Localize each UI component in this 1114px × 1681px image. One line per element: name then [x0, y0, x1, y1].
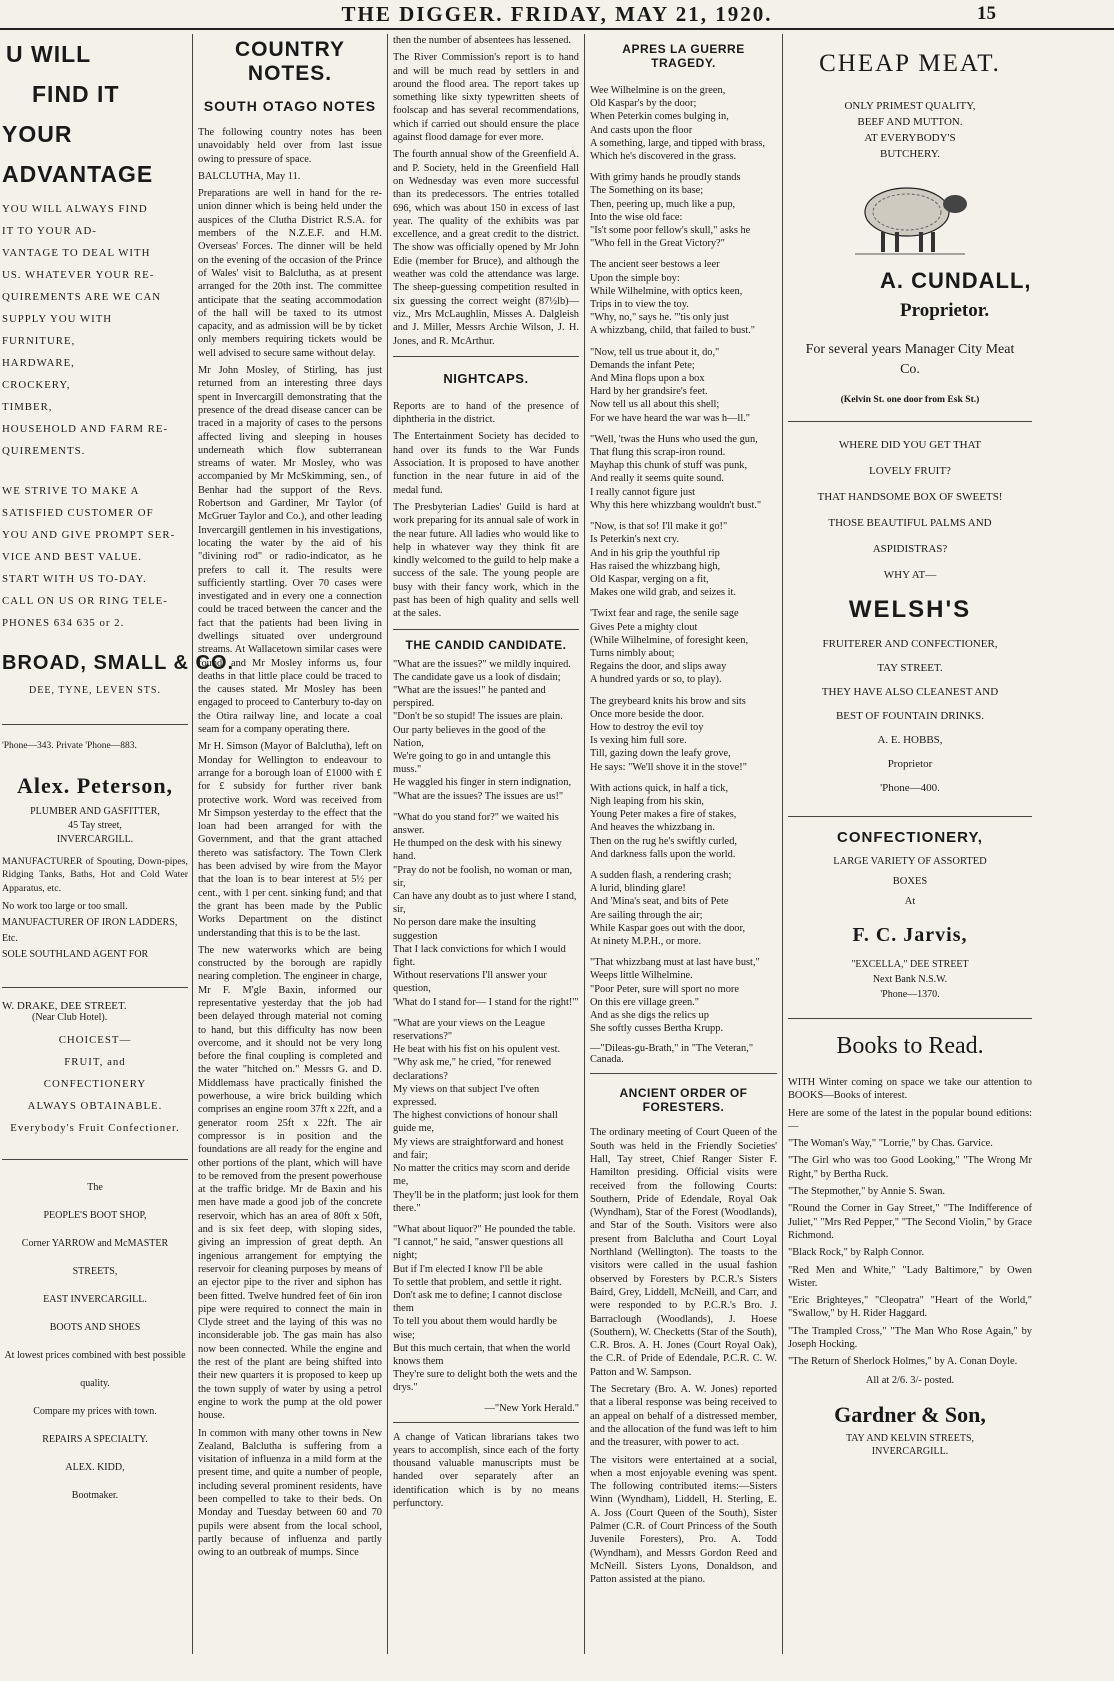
article-paragraph: Mr H. Simson (Mayor of Balclutha), left on Monday for Wellington to endeavour to arrange for a borough loan of £1000 with £ for £ subsidy for further river bank protective work. Word was received from Mr Simpson yesterday to the effect that the loan had been arranged for with the Government, and that the grant attached thereto was satisfactory. The Town Clerk has been advised by wire from the Mayor that the loan is to bear interest at 5½ per cent., with 1 per cent. sinking fund; and that the grant has been made by the Public Works Department on the distinct understanding that this is to be the last.: [198, 741, 382, 939]
advert-peterson: [2, 741, 188, 963]
advert-line: 'Phone—400.: [880, 782, 940, 794]
advert-line: Compare my prices with town.: [33, 1405, 157, 1417]
advert-welsh: [788, 432, 1032, 800]
advert-line: TIMBER,: [2, 401, 53, 413]
book-entry: "The Woman's Way," "Lorrie," by Chas. Garvice.: [788, 1138, 993, 1150]
firm-address: DEE, TYNE, LEVEN STS.: [29, 685, 161, 696]
advert-line: SOLE SOUTHLAND AGENT FOR: [2, 948, 149, 960]
poem-stanza: "Now, tell us true about it, do," Demands the infant Pete; And Mina flops upon a box Hard by her grandsire's feet. Now tell us all about this shell; For we have heard the war was h—ll.": [590, 346, 751, 424]
advert-name: F. C. Jarvis,: [852, 924, 968, 946]
advert-line: The: [87, 1181, 103, 1193]
advert-headline: [2, 34, 188, 194]
article-paragraph: BALCLUTHA, May 11.: [198, 170, 301, 182]
advert-line: PHONES 634 635 or 2.: [2, 617, 125, 629]
article-paragraph: The visitors were entertained at a social, when a most enjoyable evening was spent. The following contributed items:—Sisters Winn (Wyndham), Liddell, H. Sterling, E. A. Joss (Court Queen of the South), Sister Palmer (C.R. of Court Princess of the South Juvenile Foresters), Pro. A. Todd (Wyndham), and Messrs Gordon Reed and McNeill. Sisters Lyons, Donaldson, and Patton assisted at the piano.: [590, 1454, 777, 1586]
firm-name: BROAD, SMALL & CO.: [2, 652, 235, 674]
vatican-note: A change of Vatican librarians takes two years to accomplish, since each of the forty thousand valuable manuscripts must be handed over separately after an identification which is by no means perfunctory.: [393, 1431, 579, 1510]
books-firm: Gardner & Son,: [834, 1401, 986, 1427]
advert-line: VICE AND BEST VALUE.: [2, 551, 142, 563]
advert-body-2: [2, 480, 188, 634]
poem-stanza: A sudden flash, a rendering crash; A lurid, blinding glare! And 'Mina's seat, and bits of Pete Are sailing through the air; While Kaspar goes out with the door, At ninety M.P.H., or more.: [590, 869, 746, 947]
books-price: All at 2/6. 3/- posted.: [865, 1374, 955, 1386]
advert-line: REPAIRS A SPECIALTY.: [42, 1433, 148, 1445]
advert-name: WELSH'S: [848, 596, 972, 623]
book-entry: "Black Rock," by Ralph Connor.: [788, 1247, 925, 1259]
books-address: [788, 1432, 1032, 1458]
advert-line: QUIREMENTS ARE WE CAN: [2, 291, 162, 303]
poem-stanza: Wee Wilhelmine is on the green, Old Kaspar's by the door; When Peterkin comes bulging in, And casts upon the floor A something, large, and tipped with brass, Which he's discovered in the grass.: [590, 85, 765, 163]
advert-line: TAY AND KELVIN STREETS,: [845, 1432, 975, 1444]
headline-line: YOUR ADVANTAGE: [2, 121, 154, 187]
advert-line: PLUMBER AND GASFITTER,: [30, 806, 160, 817]
advert-name: A. CUNDALL,: [880, 268, 1032, 293]
advert-boot-shop: [2, 1174, 188, 1510]
article-body: [198, 126, 382, 1559]
books-intro: WITH Winter coming on space we take our attention to BOOKS—Books of interest.: [788, 1077, 1032, 1102]
headline-line: U WILL: [6, 41, 92, 67]
advert-prop: Proprietor.: [900, 300, 990, 321]
advert-line: HOUSEHOLD AND FARM RE-: [2, 423, 169, 435]
advert-jarvis: [788, 829, 1032, 1002]
apres-poem: [590, 84, 777, 1035]
advert-line: 'Phone—1370.: [880, 989, 940, 1000]
advert-lines: [2, 1029, 188, 1139]
advert-line: A. E. HOBBS,: [877, 734, 943, 746]
advert-phone: 'Phone—343. Private 'Phone—883.: [2, 741, 137, 751]
column-5: [788, 34, 1032, 1654]
article-paragraph: The Entertainment Society has decided to hand over its funds to the War Funds Association. It is proposed to have another function in the near future in aid of the medal fund.: [393, 431, 579, 496]
column-rule: [387, 34, 388, 1654]
poem-stanza: 'Twixt fear and rage, the senile sage Gives Pete a mighty clout (While Wilhelmine, of foresight keen, Turns nimbly about; Regains the door, and slips away A hundred yards or so, to play).: [590, 608, 749, 686]
advert-line: CROCKERY,: [2, 379, 71, 391]
advert-line: AT EVERYBODY'S: [864, 132, 956, 144]
column-rule: [192, 34, 193, 1654]
headline-line: FIND IT: [32, 81, 120, 107]
poem-stanza: "What are the issues?" we mildly inquired. The candidate gave us a look of disdain; "What are the issues!" he panted and perspired. "Don't be so stupid! The issues are plain. Our party believes in the good of the Nation, We're going to go in and untangle this muss." He waggled his finger in stern indignation, "What are the issues? The issues are us!": [393, 658, 572, 802]
foresters-title: ANCIENT ORDER OF FORESTERS.: [619, 1086, 748, 1115]
article-paragraph: Reports are to hand of the presence of diphtheria in the district.: [393, 400, 579, 426]
article-paragraph: Mr John Mosley, of Stirling, has just returned from an interesting three days spent in Invercargill demonstrating that the presence of the dread disease cancer can be traced in a majority of cases to the persons affected living and sleeping in houses underneath which flow subterranean streams of water. Mr Mosley, who was accompanied by Mr McSkimming, sen., of Benhar had the support of the Revs. Robertson and Gardiner, Mr Taylor (of McGruer Taylor and Co.), and other leading Invercargill gentlemen in his investigations, locating the water by the aid of his "divining rod" or radio-indicator, as he prefers to call it. The results were sufficiently startling. Over 70 cases were investigated and in every one a connection could be traced between the cancer and the fact that the patients had been living in dwellings situated over underground streams. At Wallacetown similar cases were found, and Mr Mosley informs us, four deaths in that little place could be traced to the causes stated. Mr Mosley has been engaged to proceed to Canterbury to-day on the Otira railway line, and locate a coal seam for a company operating there.: [198, 365, 382, 736]
foresters-body: [590, 1126, 777, 1586]
poem-stanza: "What are your views on the League reservations?" He beat with his fist on his opulent vest. "Why ask me," he cried, "for renewed declarations? My views on that subject I've often expressed. The highest convictions of honour shall guide me, My views are straightforward and honest and fair; No matter the critics may scorn and deride me, They'll be in the platform; just look for them there.": [393, 1017, 579, 1214]
advert-lines: [788, 98, 1032, 162]
advert-title: CHEAP MEAT.: [819, 50, 1001, 77]
advert-lines: [788, 852, 1032, 912]
advert-line: ASPIDISTRAS?: [872, 543, 948, 555]
candid-title: THE CANDID CANDIDATE.: [405, 637, 567, 652]
column-4: [590, 34, 777, 1654]
column-1: [2, 34, 235, 1654]
nightcaps-title: NIGHTCAPS.: [443, 370, 529, 386]
book-entry: "The Return of Sherlock Holmes," by A. Conan Doyle.: [788, 1356, 1018, 1368]
advert-line: 45 Tay street,: [68, 820, 122, 831]
poem-stanza: "Well, 'twas the Huns who used the gun, That flung this scrap-iron round. Mayhap this chunk of stuff was punk, And really it seems quite sound. I really cannot figure just Why this here whizzbang wouldn't bust.": [590, 433, 762, 511]
advert-line: EAST INVERCARGILL.: [43, 1293, 147, 1305]
article-paragraph: then the number of absentees has lessened.: [393, 35, 572, 46]
advert-line: VANTAGE TO DEAL WITH: [2, 247, 151, 259]
advert-line: LARGE VARIETY OF ASSORTED: [833, 856, 987, 867]
article-paragraph: In common with many other towns in New Zealand, Balclutha is suffering from a visitation of influenza in a mild form at the present time, and quite a number of people, including several prominent residents, have been compelled to take to their beds. On Monday and Tuesday between 60 and 70 pupils were absent from the local school, partly because of influenza and partly owing to an outbreak of mumps. Since: [198, 1427, 382, 1559]
advert-line: PEOPLE'S BOOT SHOP,: [43, 1209, 147, 1221]
article-paragraph: The Presbyterian Ladies' Guild is hard at work preparing for its annual sale of work in the near future. All ladies who would like to help in whatever way they think fit are kindly welcomed to the guild to help make a success of the sale. The young people are busy with their fancy work, which in the past has been of high quality and sells well at the sales.: [393, 501, 579, 620]
poem-stanza: The ancient seer bestows a leer Upon the simple boy: While Wilhelmine, with optics keen, Trips in to view the toy. "Why, no," says he. "'tis only just A whizzbang, child, that failed to bust.": [590, 259, 755, 337]
advert-books: [788, 1033, 1032, 1458]
column-3: [393, 34, 579, 1654]
column-rule: [782, 34, 783, 1654]
advert-cheap-meat: [788, 50, 1032, 405]
advert-line: ALEX. KIDD,: [65, 1461, 125, 1473]
advert-drake: [2, 1000, 188, 1139]
advert-line: LOVELY FRUIT?: [869, 465, 951, 477]
poem-stanza: "Now, is that so! I'll make it go!" Is Peterkin's next cry. And in his grip the youthful rip Has raised the whizzbang high, Old Kaspar, verging on a fit, Makes one wild grab, and seizes it.: [590, 521, 737, 599]
advert-body: [2, 198, 188, 462]
advert-line: SUPPLY YOU WITH: [2, 313, 113, 325]
advert-manager: For several years Manager City Meat Co.: [805, 342, 1015, 377]
book-entry: "The Trampled Cross," "The Man Who Rose Again," by Joseph Hocking.: [788, 1325, 1032, 1351]
section-title: COUNTRY NOTES.: [234, 38, 346, 85]
section-subtitle: SOUTH OTAGO NOTES: [203, 98, 377, 114]
advert-line: THAT HANDSOME BOX OF SWEETS!: [817, 491, 1003, 503]
advert-lines-2: [788, 957, 1032, 1002]
advert-line: BOXES: [892, 876, 928, 887]
candid-poem: [393, 658, 579, 1395]
article-paragraph: The ordinary meeting of Court Queen of the South was held in the Friendly Societies' Hall, Tay street, Chief Ranger Sister F. Hamilton presiding. Official visits were received from the following Courts: Southern, Pride of Edendale, Royal Oak (Wyndham), Star of the Forest (Woodlands), and Star of the South. Visitors were also present from Balclutha and Court Loyal Northland (Wellington). The toasts to the visitors were called in the usual fashion observed by Foresters by P.C.R.'s Sisters Baird, Grey, Liddell, McNeill, and Carr, and were responded to by P.C.R.'s Bro. J. Barraclough (Woodlands), J. Hoese (Southern), W. Checketts (Star of the South), C.R. Bros. A. H. Jones (Court Royal Oak), the C.R. of Pride of Edendale, P.C.R. C. W. Patton and W. Sampson.: [590, 1127, 777, 1378]
advert-line: ONLY PRIMEST QUALITY,: [844, 100, 976, 112]
advert-more: [2, 899, 188, 963]
article-paragraph: The Secretary (Bro. A. W. Jones) reported that a liberal response was being received to an appeal on behalf of a distressed member, and the allocation of the fund was left to him and the treasurer, with power to act.: [590, 1384, 777, 1449]
poem-stanza: "What about liquor?" He pounded the table. "I cannot," he said, "answer questions all night; But if I'm elected I know I'll be able To settle that problem, and settle it right. Don't ask me to define; I cannot disclose them To tell you about them would hardly be wise; But this much certain, that when the world knows them They're sure to delight both the wets and the drys.": [393, 1223, 578, 1394]
advert-line: WHY AT—: [883, 569, 937, 581]
advert-line: FURNITURE,: [2, 335, 76, 347]
book-entry: "Round the Corner in Gay Street," "The Indifference of Juliet," "Mrs Red Pepper," "The Second Violin," by Grace Richmond.: [788, 1203, 1032, 1241]
advert-line: THOSE BEAUTIFUL PALMS AND: [828, 517, 992, 529]
masthead-title: THE DIGGER. FRIDAY, MAY 21, 1920.: [341, 2, 773, 26]
book-entry: "Red Men and White," "Lady Baltimore," by Owen Wister.: [788, 1264, 1032, 1289]
book-entry: "The Stepmother," by Annie S. Swan.: [788, 1186, 945, 1198]
advert-lines: [788, 432, 1032, 588]
advert-line: WHERE DID YOU GET THAT: [838, 439, 982, 451]
advert-line: BEST OF FOUNTAIN DRINKS.: [835, 710, 985, 722]
advert-line: WE STRIVE TO MAKE A: [2, 485, 140, 497]
advert-address: (Kelvin St. one door from Esk St.): [840, 394, 980, 405]
advert-line: At lowest prices combined with best possible quality.: [4, 1349, 186, 1389]
advert-line: QUIREMENTS.: [2, 445, 86, 457]
advert-line: BEEF AND MUTTON.: [857, 116, 963, 128]
book-entry: "The Girl who was too Good Looking," "The Wrong Mr Right," by Bertha Ruck.: [788, 1155, 1032, 1180]
poem-stanza: "What do you stand for?" we waited his answer. He thumped on the desk with his sinewy hand. "Pray do not be foolish, no woman or man, sir, Can have any doubt as to just where I stand, sir, No person dare make the insulting suggestion That I lack convictions for which I would fight. Without reservations I'll answer your question, 'What do I stand for— I stand for the right!'": [393, 811, 579, 1008]
books-intro-2: Here are some of the latest in the popular bound editions:—: [788, 1107, 1032, 1132]
advert-line: YOU AND GIVE PROMPT SER-: [2, 529, 176, 541]
advert-line: CONFECTIONERY: [43, 1077, 147, 1090]
article-paragraph: The new waterworks which are being constructed by the borough are rapidly nearing completion. The engineer in charge, Mr F. M'gle Baxin, informed our representative yesterday that the job had been delayed through material not coming to hand, but this difficulty has now been overcome, and it should not be very long before the final coupling is completed and the water "hitched on." Messrs G. and D. Middlemass have practically finished the powerhouse, a wire brick building which comprises an engine room 37ft x 22ft, and a generator room 25ft x 22ft. The air compressor is in position and the foundations are all ready for the engine and other portions of the plant, which will have to be removed from the present powerhouse at the traffic bridge. Mr de Baxin and his men have made a good job of the concrete reservoir, which has an area of 80ft x 50ft, and is six feet deep, with sloping sides, giving an impression of great depth. An ingenious arrangement for emptying the reservoir for cleaning purposes by means of an ejector pipe to the river and siphon has been fitted. Twelve hundred feet of 6in iron pipe were required to connect the main in Clyde street and the laying of this was no inconsiderable job. The gas main has also now been connected. While the engine and the rest of the plant are being shifted into their new quarters it is proposed to keep up the town supply of water by using a petrol engine to work the pump at the old power house.: [198, 944, 382, 1422]
advert-line: BUTCHERY.: [879, 148, 940, 160]
advert-line: THEY HAVE ALSO CLEANEST AND: [821, 686, 999, 698]
advert-line: INVERCARGILL.: [871, 1445, 949, 1457]
poem-stanza: With actions quick, in half a tick, Nigh leaping from his skin, Young Peter makes a fire of stakes, And heaves the whizzbang in. Then on the rug he's swiftly curled, And darkness falls upon the world.: [590, 782, 738, 860]
advert-line: FRUIT, and: [64, 1055, 126, 1068]
masthead: [0, 0, 1114, 30]
advert-line: US. WHATEVER YOUR RE-: [2, 269, 155, 281]
advert-line: Bootmaker.: [71, 1489, 119, 1501]
advert-line: YOU WILL ALWAYS FIND: [2, 203, 148, 215]
article-paragraph: Preparations are well in hand for the re-union dinner which is being held under the auspices of the Clutha District R.S.A. for members of the N.Z.E.F. and H.M. Overseas' Forces. The dinner will be held on the evening of the occasion of the Prince of Wales' visit to Balclutha, as at present arranged for the 20th inst. The committee anticipate that the seating accommodation of the hall will be taxed to its utmost capacity, and as admission will be by ticket only members requiring tickets would be well advised to secure same without delay.: [198, 188, 382, 359]
poem-stanza: With grimy hands he proudly stands The Something on its base; Then, peering up, much like a pup, Into the wise old face: "Is't some poor fellow's skull," asks he "Who fell in the Great Victory?": [590, 172, 751, 250]
nightcaps-body: [393, 400, 579, 621]
advert-lines: [2, 805, 188, 847]
advert-line: No work too large or too small.: [2, 900, 128, 912]
advert-line: HARDWARE,: [2, 357, 75, 369]
apres-source: —"Dileas-gu-Brath," in "The Veteran," Canada.: [590, 1043, 754, 1066]
advert-line: Everybody's Fruit Confectioner.: [10, 1121, 180, 1134]
advert-lines-2: [788, 632, 1032, 800]
article-paragraph: The River Commission's report is to hand and will be much read by settlers in and around the flood area. The report takes up something like sixty typewritten sheets of foolscap and has several recommendations, which if carried out should ensure the place against flood damage for ever more.: [393, 52, 579, 144]
advert-line: Proprietor: [887, 758, 933, 770]
advert-name: Alex. Peterson,: [16, 773, 174, 798]
page-number: 15: [977, 3, 996, 24]
poem-stanza: The greybeard knits his brow and sits Once more beside the door. How to destroy the evil toy Is vexing him full sore. Till, gazing down the leafy grove, He says: "We'll shove it in the stove!": [590, 695, 747, 773]
books-list: [788, 1137, 1032, 1368]
article-paragraph: The fourth annual show of the Greenfield A. and P. Society, held in the Greenfield Hall on Wednesday was even more successful than its predecessors. The entries totalled 696, which was about 150 in excess of last year. The quality of the exhibits was par excellence, and a great credit to the district. The show was officially opened by Mr John Edie (member for Bruce), and although the weather was cold the attendance was large. The sheep-guessing competition resulted in six guessing the correct weight (87½lb)—viz., Mrs McLaughlin, Misses A. Dalgleish and J. Miller, Messrs Archie Wilson, J. H. Jones, and R. McArthur.: [393, 149, 579, 347]
advert-line: MANUFACTURER OF IRON LADDERS, Etc.: [2, 916, 178, 944]
article-body: [393, 34, 579, 348]
advert-line: BOOTS AND SHOES: [49, 1321, 141, 1333]
advert-line: SATISFIED CUSTOMER OF: [2, 507, 154, 519]
column-2: [198, 34, 382, 1654]
apres-title: APRES LA GUERRE TRAGEDY.: [622, 42, 745, 70]
sheep-illustration: [845, 174, 975, 258]
candid-source: —"New York Herald.": [484, 1402, 579, 1414]
book-entry: "Eric Brighteyes," "Cleopatra" "Heart of the World," "Swallow," by H. Rider Haggard.: [788, 1295, 1032, 1320]
column-rule: [584, 34, 585, 1654]
advert-line: CHOICEST—: [58, 1033, 132, 1046]
advert-sub: (Near Club Hotel).: [32, 1011, 108, 1023]
advert-line: START WITH US TO-DAY.: [2, 573, 147, 585]
advert-text: MANUFACTURER of Spouting, Down-pipes, Ridging Tanks, Baths, Hot and Cold Water Apparatus, etc.: [2, 856, 188, 894]
advert-line: INVERCARGILL.: [56, 834, 134, 845]
advert-name: W. DRAKE, DEE STREET.: [2, 999, 127, 1012]
article-paragraph: The following country notes has been unavoidably held over from last issue owing to pressure of space.: [198, 127, 382, 165]
advert-line: "EXCELLA," DEE STREET: [851, 959, 969, 970]
advert-line: TAY STREET.: [877, 662, 943, 674]
advert-line: CALL ON US OR RING TELE-: [2, 595, 168, 607]
advert-line: IT TO YOUR AD-: [2, 225, 97, 237]
advert-line: ALWAYS OBTAINABLE.: [27, 1099, 163, 1112]
advert-line: FRUITERER AND CONFECTIONER,: [822, 638, 998, 650]
advert-title: CONFECTIONERY,: [837, 829, 983, 846]
advert-line: Next Bank N.S.W.: [872, 974, 948, 985]
advert-title: Books to Read.: [836, 1033, 984, 1059]
poem-stanza: "That whizzbang must at last have bust," Weeps little Wilhelmine. "Poor Peter, sure will sport no more On this ere village green." And as she digs the relics up She softly cusses Bertha Krupp.: [590, 957, 760, 1035]
advert-line: At: [904, 896, 916, 907]
advert-broad-small: [2, 34, 235, 696]
advert-line: Corner YARROW and McMASTER STREETS,: [21, 1237, 169, 1277]
